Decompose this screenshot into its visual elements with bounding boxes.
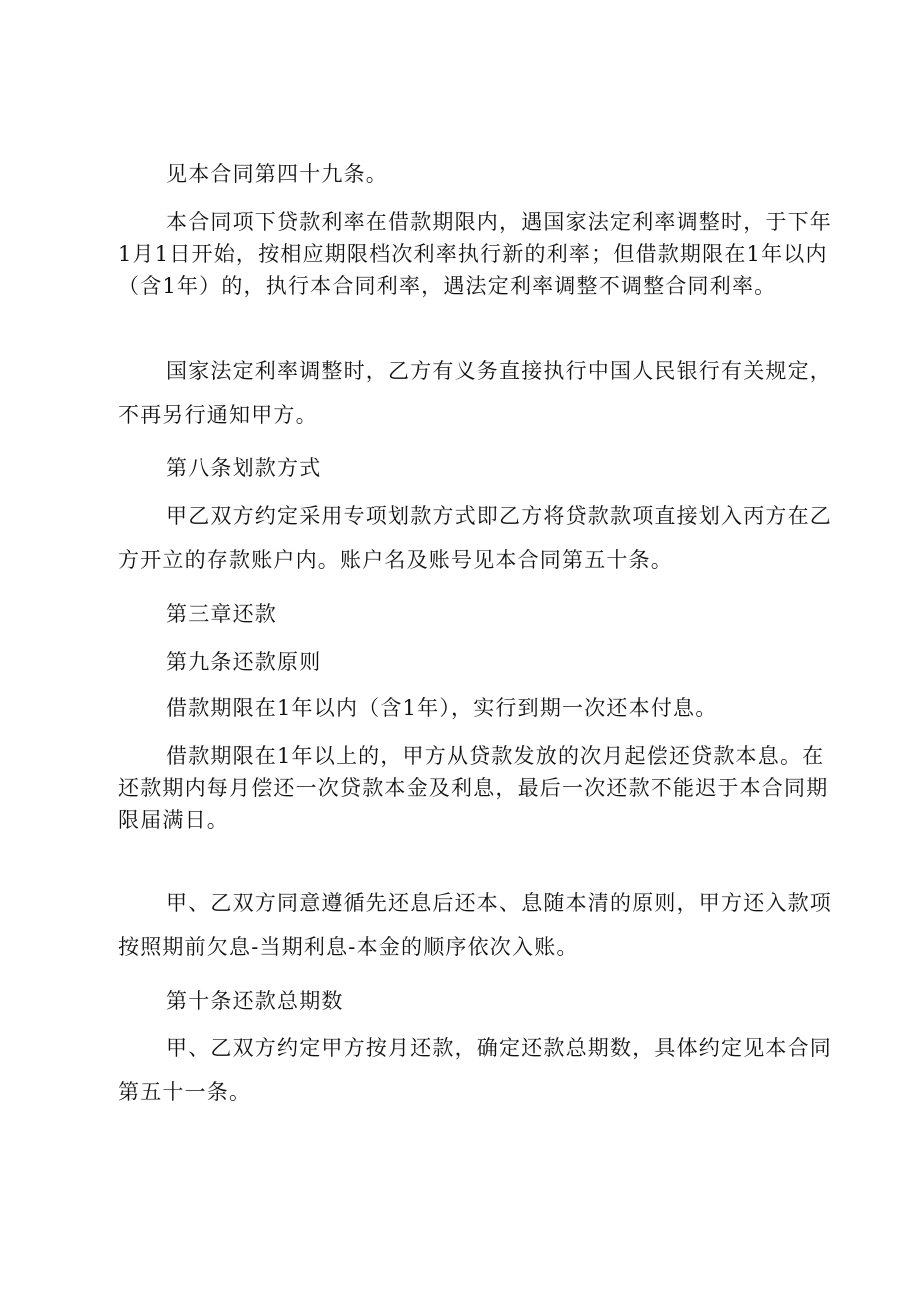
- paragraph: 本合同项下贷款利率在借款期限内，遇国家法定利率调整时，于下年1月1日开始，按相应期限档次利率执行新的利率；但借款期限在1年以内（含1年）的，执行本合同利率，遇法定利率调整不调整合同利率。: [118, 210, 832, 298]
- paragraph: 甲、乙双方约定甲方按月还款，确定还款总期数，具体约定见本合同第五十一条。: [118, 1036, 832, 1104]
- paragraph: 借款期限在1年以上的，甲方从贷款发放的次月起偿还贷款本息。在还款期内每月偿还一次贷款本金及利息，最后一次还款不能迟于本合同期限届满日。: [118, 744, 829, 832]
- chapter-heading: 第三章还款: [166, 602, 277, 626]
- paragraph: 见本合同第四十九条。: [166, 162, 388, 186]
- section-heading: 第八条划款方式: [166, 456, 322, 480]
- section-heading: 第九条还款原则: [166, 650, 322, 674]
- paragraph: 借款期限在1年以内（含1年），实行到期一次还本付息。: [166, 696, 718, 720]
- paragraph: 国家法定利率调整时，乙方有义务直接执行中国人民银行有关规定，不再另行通知甲方。: [118, 359, 832, 427]
- paragraph: 甲乙双方约定采用专项划款方式即乙方将贷款款项直接划入丙方在乙方开立的存款账户内。账户名及账号见本合同第五十条。: [118, 504, 832, 572]
- section-heading: 第十条还款总期数: [166, 989, 344, 1013]
- paragraph: 甲、乙双方同意遵循先还息后还本、息随本清的原则，甲方还入款项按照期前欠息-当期利息-本金的顺序依次入账。: [118, 891, 832, 959]
